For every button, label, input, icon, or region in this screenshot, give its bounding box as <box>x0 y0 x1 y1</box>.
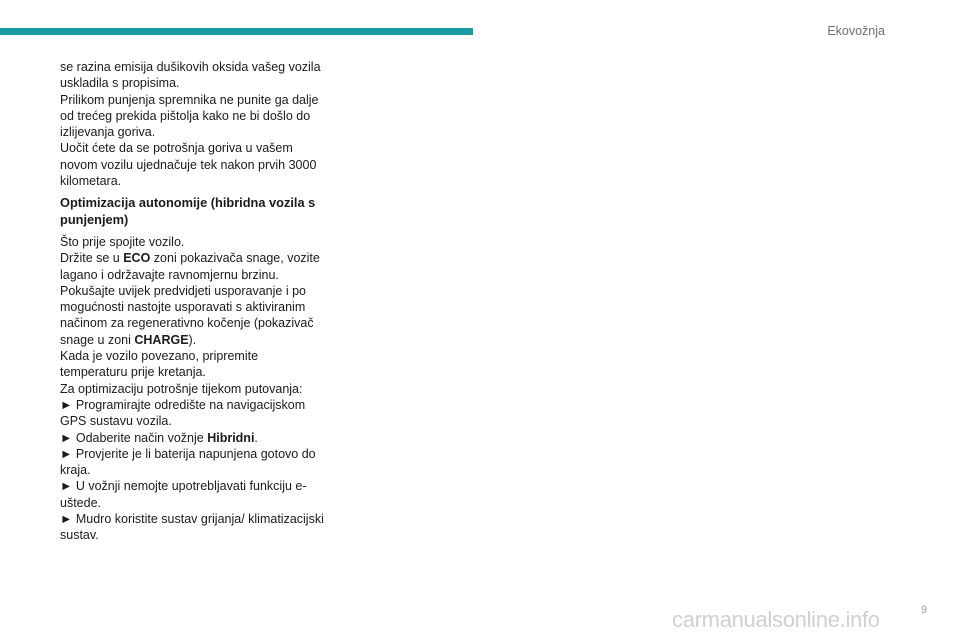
arrow-bullet-icon: ► <box>60 397 73 412</box>
text-span: zoni pokazivača snage, vozite lagano i održavajte ravnomjernu brzinu. <box>60 251 320 282</box>
paragraph: se razina emisija dušikovih oksida vašeg vozila uskladila s propisima. <box>60 60 321 91</box>
paragraph <box>60 283 328 348</box>
section-title: Ekovožnja <box>827 24 885 38</box>
watermark: carmanualsonline.info <box>672 607 880 632</box>
paragraph <box>60 250 328 283</box>
text-span: . <box>254 430 258 445</box>
header-accent-bar <box>0 28 473 35</box>
arrow-bullet-icon: ► <box>60 446 73 461</box>
paragraph: Uočit ćete da se potrošnja goriva u vašem novom vozilu ujednačuje tek nakon prvih 3000 kilometara. <box>60 141 317 189</box>
text-span: Držite se u <box>60 251 124 266</box>
bullet-item <box>60 397 328 430</box>
bullet-text: U vožnji nemojte upotrebljavati funkciju e-uštede. <box>60 479 307 510</box>
arrow-bullet-icon: ► <box>60 479 73 494</box>
eco-label: ECO <box>123 251 151 266</box>
bullet-item <box>60 446 328 479</box>
section-heading: Optimizacija autonomije (hibridna vozila s punjenjem) <box>60 195 316 227</box>
paragraph: Kada je vozilo povezano, pripremite temperaturu prije kretanja. <box>60 349 259 380</box>
hybrid-mode-label: Hibridni <box>207 430 255 445</box>
text-span: ). <box>188 332 197 347</box>
bullet-text: Programirajte odredište na navigacijskom GPS sustavu vozila. <box>60 397 306 429</box>
bullet-item <box>60 430 328 446</box>
bullet-text: Odaberite način vožnje <box>75 430 208 445</box>
paragraph: Prilikom punjenja spremnika ne punite ga dalje od trećeg prekida pištolja kako ne bi došlo do izlijevanja goriva. <box>60 92 319 140</box>
text-span: Pokušajte uvijek predvidjeti usporavanje i po mogućnosti nastojte usporavati s aktiviranim načinom za regenerativno kočenje (pokazivač snage u zoni <box>60 283 314 347</box>
page-number: 9 <box>920 604 927 616</box>
arrow-bullet-icon: ► <box>60 512 73 527</box>
arrow-bullet-icon: ► <box>60 430 73 445</box>
bullet-text: Provjerite je li baterija napunjena gotovo do kraja. <box>60 446 316 478</box>
bullet-item <box>60 478 328 511</box>
charge-label: CHARGE <box>134 332 189 347</box>
text-column <box>60 59 328 544</box>
paragraph: Što prije spojite vozilo. <box>60 234 185 249</box>
bullet-item <box>60 511 328 544</box>
paragraph: Za optimizaciju potrošnje tijekom putovanja: <box>60 381 303 396</box>
bullet-text: Mudro koristite sustav grijanja/ klimatizacijski sustav. <box>60 512 324 543</box>
